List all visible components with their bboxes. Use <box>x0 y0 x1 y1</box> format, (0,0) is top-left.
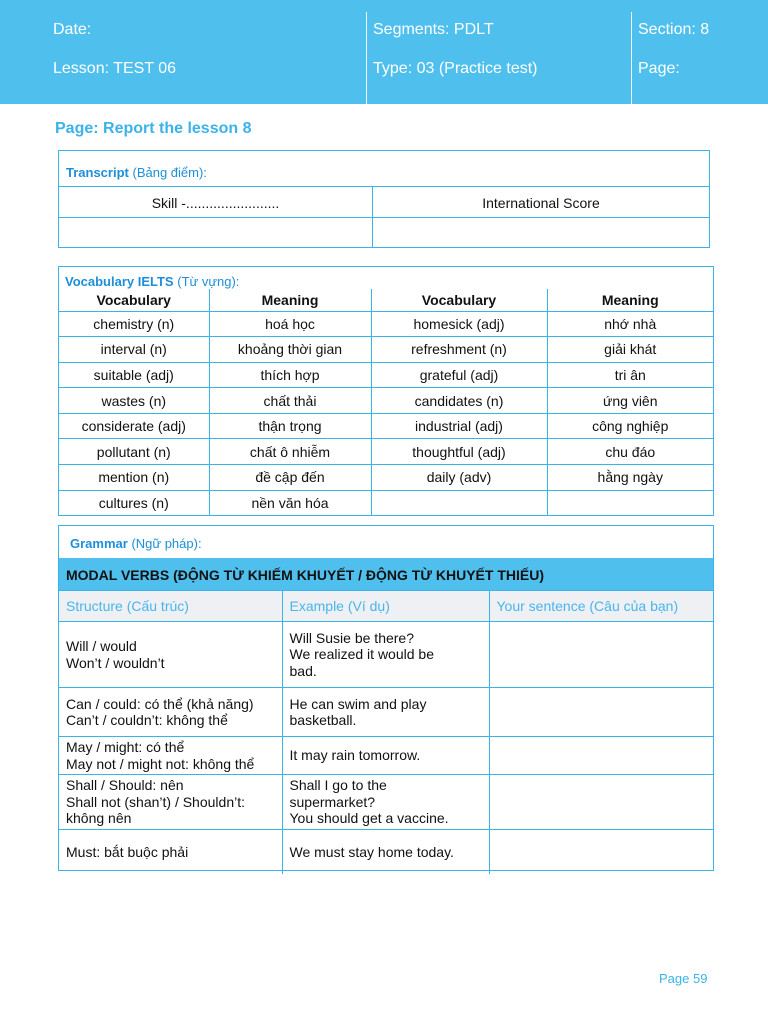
structure-cell <box>59 775 282 830</box>
grammar-header-row <box>59 591 713 622</box>
vocabulary-subheading: (Từ vựng): <box>177 274 240 289</box>
vocab-word: wastes (n) <box>59 388 209 414</box>
transcript-title <box>66 165 207 180</box>
vocab-meaning: nền văn hóa <box>209 490 371 516</box>
example-line: bad. <box>289 662 317 679</box>
structure-line: May not / might not: không thể <box>66 755 255 772</box>
transcript-subheading: (Bảng điểm): <box>132 165 207 180</box>
vocab-word: candidates (n) <box>371 388 547 414</box>
vocab-word: pollutant (n) <box>59 439 209 465</box>
your-sentence-cell[interactable] <box>489 688 713 737</box>
structure-line: Can’t / couldn’t: không thể <box>66 712 228 728</box>
vocab-meaning: đề cập đến <box>209 465 371 491</box>
vocab-word: refreshment (n) <box>371 337 547 363</box>
vocabulary-table <box>59 289 713 516</box>
structure-cell <box>59 737 282 775</box>
vocabulary-box <box>58 266 714 516</box>
table-row <box>59 622 713 688</box>
structure-line: không nên <box>66 810 132 826</box>
vocab-meaning: nhớ nhà <box>547 311 713 337</box>
table-row <box>59 829 713 874</box>
structure-line: May / might: có thể <box>66 739 185 755</box>
vocab-word: homesick (adj) <box>371 311 547 337</box>
column-header-meaning: Meaning <box>547 289 713 311</box>
grammar-table <box>59 590 713 874</box>
skill-value-cell[interactable] <box>59 218 372 247</box>
transcript-heading: Transcript <box>66 165 129 180</box>
grammar-box <box>58 525 714 871</box>
your-sentence-cell[interactable] <box>489 622 713 688</box>
structure-line: Shall / Should: nên <box>66 777 184 793</box>
vocab-word: thoughtful (adj) <box>371 439 547 465</box>
vocab-meaning: công nghiệp <box>547 413 713 439</box>
vocab-word: suitable (adj) <box>59 362 209 388</box>
vocab-word: daily (adv) <box>371 465 547 491</box>
example-line: Will Susie be there? <box>289 629 415 646</box>
example-cell <box>282 737 489 775</box>
example-line: supermarket? <box>289 793 376 810</box>
vocab-word-empty[interactable] <box>371 490 547 516</box>
vocab-word: interval (n) <box>59 337 209 363</box>
table-row <box>59 337 713 363</box>
your-sentence-cell[interactable] <box>489 829 713 874</box>
vocab-word: mention (n) <box>59 465 209 491</box>
grammar-title <box>70 536 202 551</box>
transcript-box <box>58 150 710 248</box>
skill-field[interactable]: Skill -........................ <box>151 195 280 211</box>
example-cell <box>282 688 489 737</box>
vocabulary-title <box>65 274 239 289</box>
lesson-label: Lesson: TEST 06 <box>53 60 177 77</box>
date-label: Date: <box>53 21 92 38</box>
vocab-meaning: ứng viên <box>547 388 713 414</box>
vocab-meaning: thận trọng <box>209 413 371 439</box>
structure-line: Shall not (shan’t) / Shouldn’t: <box>66 793 245 810</box>
vocab-meaning-empty[interactable] <box>547 490 713 516</box>
example-line: You should get a vaccine. <box>289 810 449 826</box>
vocab-word: chemistry (n) <box>59 311 209 337</box>
international-score-label: International Score <box>482 195 600 211</box>
vocab-word: considerate (adj) <box>59 413 209 439</box>
column-header-your-sentence: Your sentence (Câu của bạn) <box>489 591 713 622</box>
example-line: We realized it would be <box>289 646 434 663</box>
vocab-meaning: thích hợp <box>209 362 371 388</box>
column-header-meaning: Meaning <box>209 289 371 311</box>
your-sentence-cell[interactable] <box>489 737 713 775</box>
header-bar <box>0 0 768 104</box>
table-row <box>59 439 713 465</box>
vocab-meaning: chất thải <box>209 388 371 414</box>
divider <box>59 186 709 187</box>
column-header-vocabulary: Vocabulary <box>59 289 209 311</box>
vocab-meaning: tri ân <box>547 362 713 388</box>
structure-line: Will / would <box>66 638 137 654</box>
header-divider <box>631 12 632 104</box>
table-row <box>59 311 713 337</box>
vocab-meaning: giải khát <box>547 337 713 363</box>
table-row <box>59 413 713 439</box>
table-row <box>59 775 713 830</box>
vocab-meaning: chu đáo <box>547 439 713 465</box>
vocab-word: cultures (n) <box>59 490 209 516</box>
header-divider <box>366 12 367 104</box>
structure-line: Won’t / wouldn’t <box>66 654 165 671</box>
grammar-subheading: (Ngữ pháp): <box>131 536 202 551</box>
example-line: It may rain tomorrow. <box>289 747 421 764</box>
segments-label: Segments: PDLT <box>373 21 494 38</box>
column-header-example: Example (Ví dụ) <box>282 591 489 622</box>
table-row <box>59 688 713 737</box>
section-label: Section: 8 <box>638 21 710 38</box>
structure-cell <box>59 829 282 874</box>
structure-line: Must: bắt buộc phải <box>66 843 189 860</box>
score-value-cell[interactable] <box>373 218 709 247</box>
vocab-word: industrial (adj) <box>371 413 547 439</box>
vocab-word: grateful (adj) <box>371 362 547 388</box>
vocab-meaning: hoá học <box>209 311 371 337</box>
modal-verbs-banner: MODAL VERBS (ĐỘNG TỪ KHIẾM KHUYẾT / ĐỘNG TỪ KHUYẾT THIẾU) <box>59 558 713 590</box>
table-row <box>59 465 713 491</box>
table-row <box>59 388 713 414</box>
vocabulary-header-row <box>59 289 713 311</box>
page-label: Page: <box>638 60 680 77</box>
structure-line: Can / could: có thể (khả năng) <box>66 695 254 712</box>
your-sentence-cell[interactable] <box>489 775 713 830</box>
example-line: He can swim and play <box>289 695 427 712</box>
example-cell <box>282 829 489 874</box>
vocab-meaning: khoảng thời gian <box>209 337 371 363</box>
vocab-meaning: hằng ngày <box>547 465 713 491</box>
table-row <box>59 362 713 388</box>
structure-cell <box>59 688 282 737</box>
example-cell <box>282 775 489 830</box>
type-label: Type: 03 (Practice test) <box>373 60 538 77</box>
table-row <box>59 490 713 516</box>
column-header-vocabulary: Vocabulary <box>371 289 547 311</box>
example-cell <box>282 622 489 688</box>
example-line: Shall I go to the <box>289 777 387 793</box>
vocab-meaning: chất ô nhiễm <box>209 439 371 465</box>
example-line: basketball. <box>289 712 357 728</box>
vocabulary-heading: Vocabulary IELTS <box>65 274 174 289</box>
table-row <box>59 737 713 775</box>
page-title: Page: Report the lesson 8 <box>55 120 252 137</box>
grammar-heading: Grammar <box>70 536 128 551</box>
structure-cell <box>59 622 282 688</box>
page-number: Page 59 <box>659 971 708 986</box>
example-line: We must stay home today. <box>289 843 454 860</box>
column-header-structure: Structure (Cấu trúc) <box>59 591 282 622</box>
